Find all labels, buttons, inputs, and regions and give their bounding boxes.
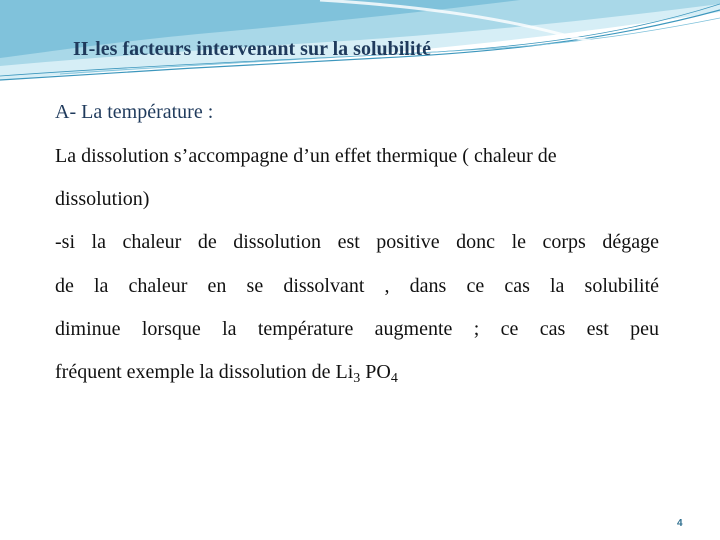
formula-subscript-li: 3	[353, 371, 361, 386]
body-line-3: -si la chaleur de dissolution est positive donc le corps dégage	[55, 231, 659, 253]
slide-title: II-les facteurs intervenant sur la solubilité	[73, 38, 431, 60]
body-line-1: La dissolution s’accompagne d’un effet thermique ( chaleur de	[55, 145, 557, 167]
page-number: 4	[677, 518, 683, 529]
body-line-4: de la chaleur en se dissolvant , dans ce cas la solubilité	[55, 275, 659, 297]
formula-po: PO	[360, 361, 391, 383]
body-line-5: diminue lorsque la température augmente ; ce cas est peu	[55, 318, 659, 340]
body-line-6	[55, 360, 659, 384]
section-heading: A- La température :	[55, 101, 214, 123]
formula-text: fréquent exemple la dissolution de Li	[55, 361, 354, 383]
body-line-2: dissolution)	[55, 188, 150, 210]
formula-subscript-o: 4	[390, 371, 398, 386]
